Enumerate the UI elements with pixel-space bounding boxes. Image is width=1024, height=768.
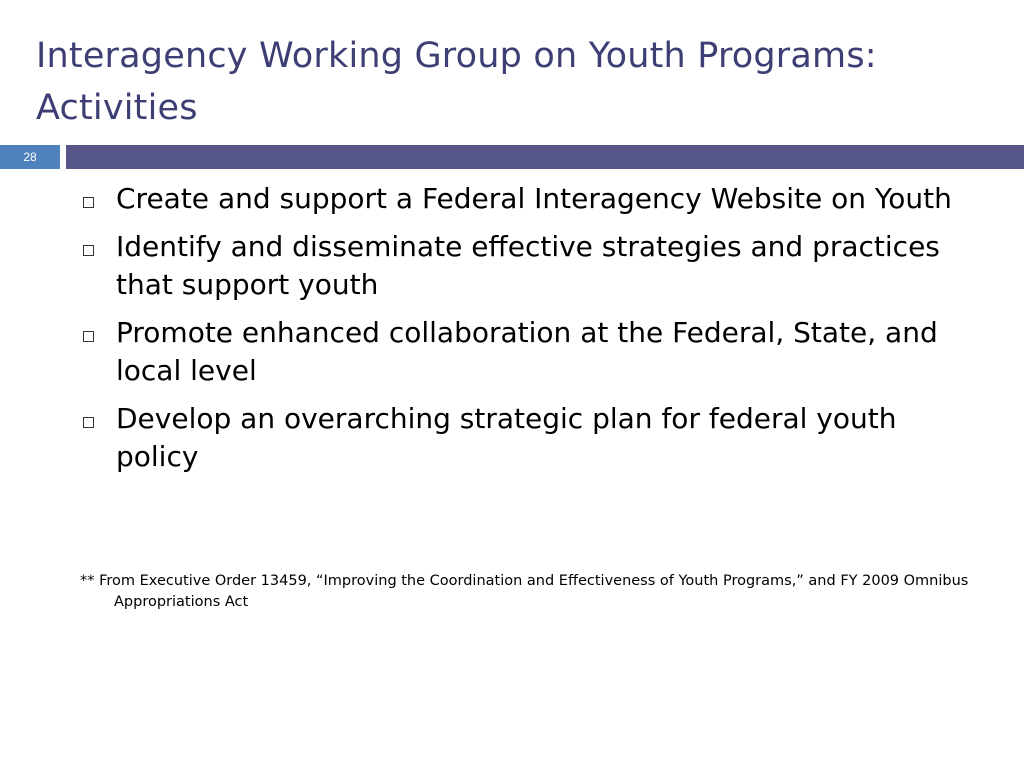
hollow-square-bullet-icon [83,197,94,208]
bullet-item [78,400,958,476]
bullet-item [78,228,958,304]
hollow-square-bullet-icon [83,331,94,342]
title-divider-bar [66,145,1024,169]
source-footnote: ** From Executive Order 13459, “Improving the Coordination and Effectiveness of Youth Programs,” and FY 2009 Omnibus Appropriations Act [80,573,969,610]
hollow-square-bullet-icon [83,417,94,428]
bullet-text: Identify and disseminate effective strategies and practices that support youth [116,230,940,301]
bullet-item [78,180,958,218]
bullet-item [78,314,958,390]
bullet-text: Promote enhanced collaboration at the Federal, State, and local level [116,316,938,387]
bullet-text: Create and support a Federal Interagency Website on Youth [116,182,952,215]
bullet-list [78,180,958,486]
hollow-square-bullet-icon [83,245,94,256]
slide-title: Interagency Working Group on Youth Programs: Activities [36,36,877,128]
slide-number: 28 [0,145,60,169]
bullet-text: Develop an overarching strategic plan for federal youth policy [116,402,897,473]
